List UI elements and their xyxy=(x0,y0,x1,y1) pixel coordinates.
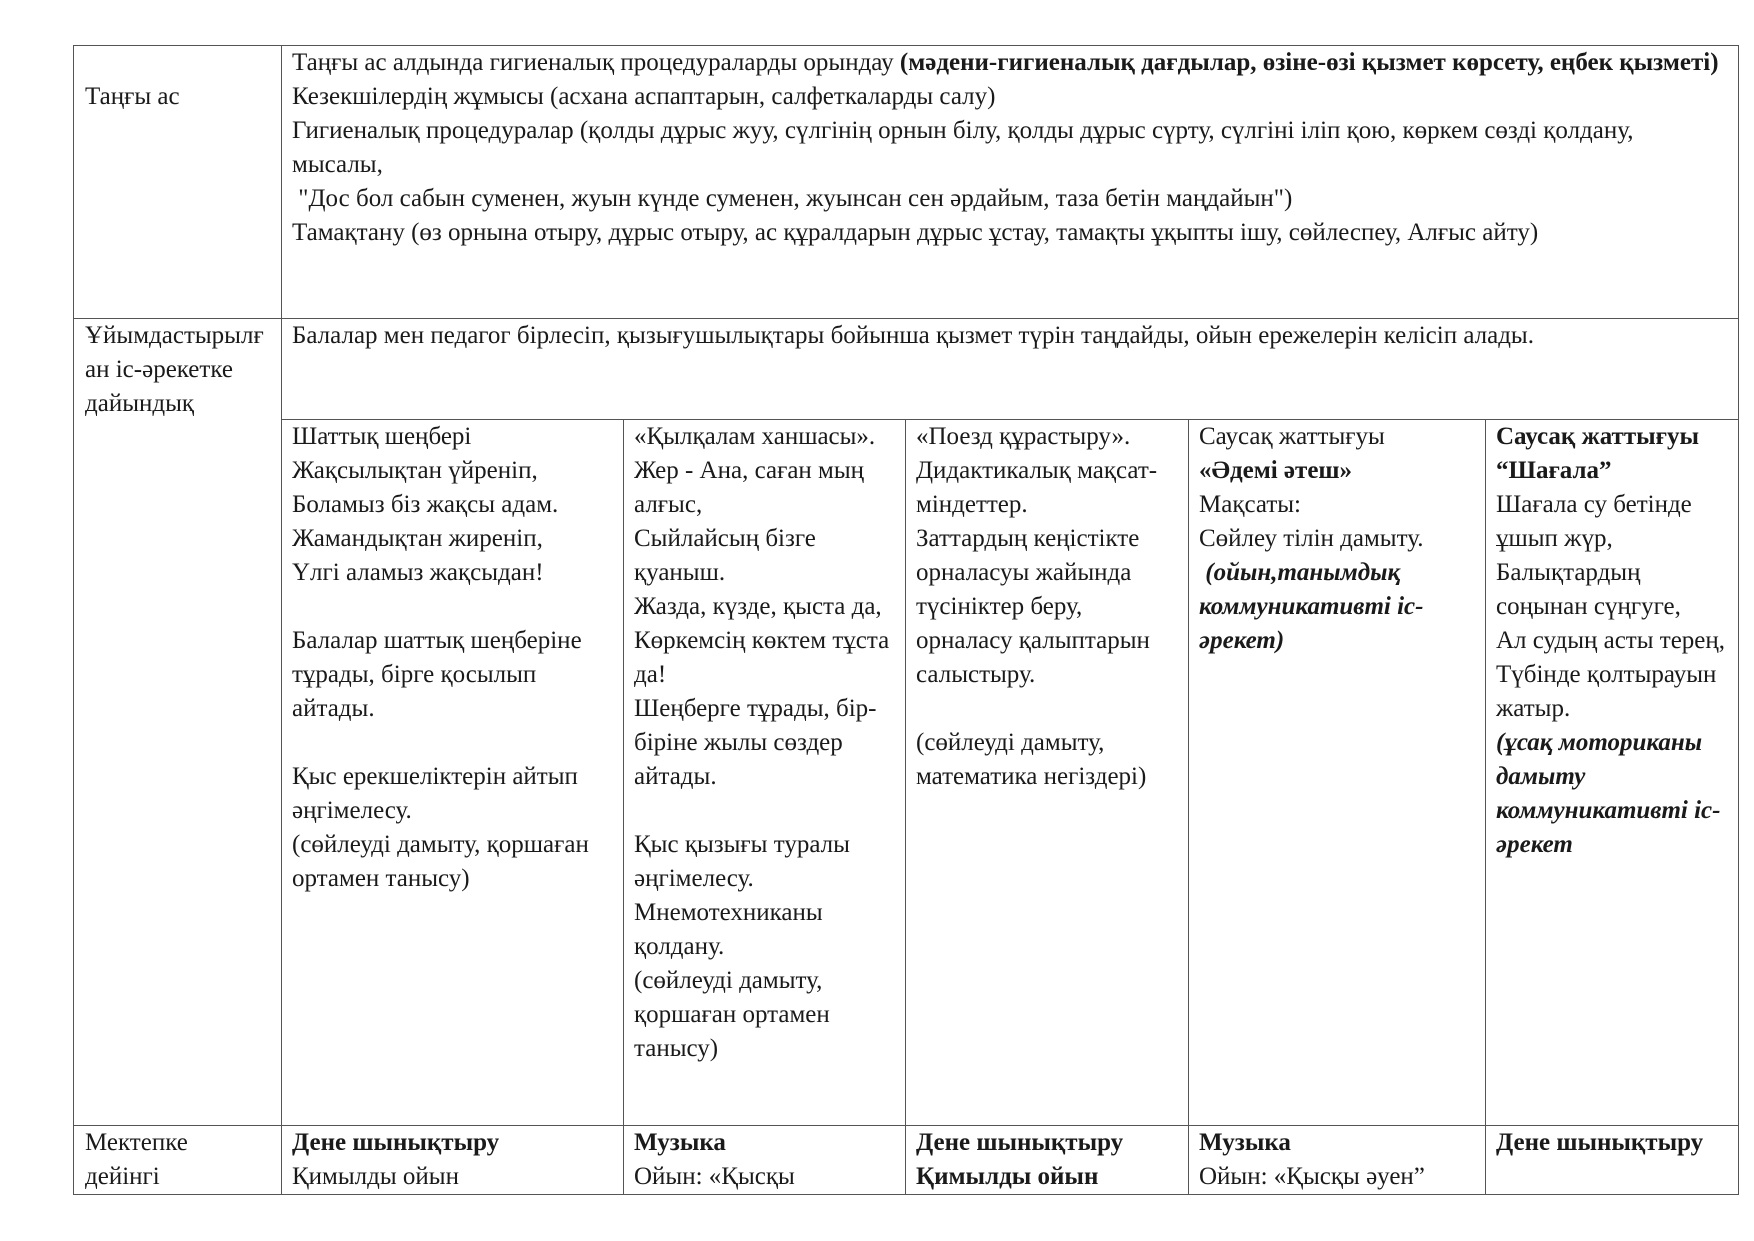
row-label-breakfast xyxy=(74,46,282,319)
row-preschool xyxy=(74,1126,1739,1195)
col4-game-name: «Әдемі әтеш» xyxy=(1199,457,1353,484)
col5-title: Саусақ жаттығуы “Шағала” xyxy=(1496,423,1706,484)
breakfast-line-2: Кезекшілердің жұмысы (асхана аспаптарын, салфеткаларды салу) xyxy=(292,83,996,110)
preschool-col-4 xyxy=(1189,1126,1486,1195)
preschool-col-2 xyxy=(624,1126,906,1195)
pre-col4-subject: Музыка xyxy=(1199,1129,1291,1156)
breakfast-content xyxy=(282,46,1739,319)
prep-col-4 xyxy=(1189,420,1486,1126)
row-label-prep xyxy=(74,319,282,1126)
prep-label: Ұйымдастырылған іс-әрекетке дайындық xyxy=(85,322,264,417)
prep-col-2 xyxy=(624,420,906,1126)
prep-col-5 xyxy=(1486,420,1739,1126)
row-breakfast xyxy=(74,46,1739,319)
col1-poem: Шаттық шеңбері Жақсылықтан үйреніп, Боламыз біз жақсы адам. Жамандықтан жиреніп, Үлгі аламыз жақсыдан! xyxy=(292,423,559,586)
preschool-col-5 xyxy=(1486,1126,1739,1195)
preschool-col-1 xyxy=(282,1126,624,1195)
col3-areas: (сөйлеуді дамыту, математика негіздері) xyxy=(916,729,1147,790)
prep-col-3 xyxy=(906,420,1189,1126)
breakfast-line-1-bold: (мәдени-гигиеналық дағдылар, өзіне-өзі қызмет көрсету, еңбек қызметі) xyxy=(899,49,1719,76)
col1-action: Балалар шаттық шеңберіне тұрады, бірге қосылып айтады. xyxy=(292,627,588,722)
col1-discussion: Қыс ерекшеліктерін айтып әңгімелесу. (сөйлеуді дамыту, қоршаған ортамен танысу) xyxy=(292,763,589,892)
preschool-label: Мектепке дейінгі xyxy=(85,1129,188,1190)
col5-areas: (ұсақ моториканы дамыту коммуникативті іс-әрекет xyxy=(1496,729,1721,858)
col4-title: Саусақ жаттығуы xyxy=(1199,423,1385,450)
pre-col2-text: Ойын: «Қысқы xyxy=(634,1163,795,1190)
breakfast-line-1-text: Таңғы ас алдында гигиеналық процедураларды орындау xyxy=(292,49,900,76)
pre-col5-subject: Дене шынықтыру xyxy=(1496,1129,1704,1156)
col3-game: «Поезд құрастыру». Дидактикалық мақсат-міндеттер. Заттардың кеңістікте орналасуы жайында түсініктер беру, орналасу қалыптарын салыстыру. xyxy=(916,423,1158,688)
row-label-preschool xyxy=(74,1126,282,1195)
breakfast-line-5: Тамақтану (өз орнына отыру, дұрыс отыру, ас құралдарын дұрыс ұстау, тамақты ұқыпты ішу, сөйлеспеу, Алғыс айту) xyxy=(292,219,1539,246)
prep-intro-text: Балалар мен педагог бірлесіп, қызығушылықтары бойынша қызмет түрін таңдайды, ойын ережелерін келісіп алады. xyxy=(292,322,1534,349)
pre-col1-subject: Дене шынықтыру xyxy=(292,1129,500,1156)
breakfast-line-4: "Дос бол сабын суменен, жуын күнде суменен, жуынсан сен әрдайым, таза бетін маңдайын") xyxy=(292,185,1293,212)
col4-goal: Мақсаты: Сөйлеу тілін дамыту. xyxy=(1199,491,1424,552)
schedule-table xyxy=(73,45,1739,1195)
prep-col-1 xyxy=(282,420,624,1126)
row-prep-intro xyxy=(74,319,1739,420)
col5-poem: Шағала су бетінде ұшып жүр, Балықтардың соңынан сүңгуге, Ал судың асты терең, Түбінде қолтырауын жатыр. xyxy=(1496,491,1726,722)
row-prep-activities xyxy=(74,420,1739,1126)
preschool-col-3 xyxy=(906,1126,1189,1195)
col2-discussion: Қыс қызығы туралы әңгімелесу. Мнемотехниканы қолдану. (сөйлеуді дамыту, қоршаған ортамен танысу) xyxy=(634,831,850,1062)
pre-col1-text: Қимылды ойын xyxy=(292,1163,459,1190)
pre-col4-text: Ойын: «Қысқы әуен” xyxy=(1199,1163,1425,1190)
pre-col2-subject: Музыка xyxy=(634,1129,726,1156)
breakfast-label: Таңғы ас xyxy=(85,83,180,110)
prep-intro xyxy=(282,319,1739,420)
col2-poem: «Қылқалам ханшасы». Жер - Ана, саған мың алғыс, Сыйлайсың бізге қуаныш. Жазда, күзде, қыста да, Көркемсің көктем тұста да! Шеңберге тұрады, бір-біріне жылы сөздер айтады. xyxy=(634,423,890,790)
breakfast-line-3: Гигиеналық процедуралар (қолды дұрыс жуу, сүлгінің орнын білу, қолды дұрыс сүрту, сүлгіні іліп қою, көркем сөзді қолдану, мысалы, xyxy=(292,117,1640,178)
pre-col3-text: Қимылды ойын xyxy=(916,1163,1099,1190)
breakfast-line-1 xyxy=(292,49,1719,76)
col4-areas: (ойын,танымдық коммуникативті іс-әрекет) xyxy=(1199,559,1424,654)
pre-col3-subject: Дене шынықтыру xyxy=(916,1129,1124,1156)
